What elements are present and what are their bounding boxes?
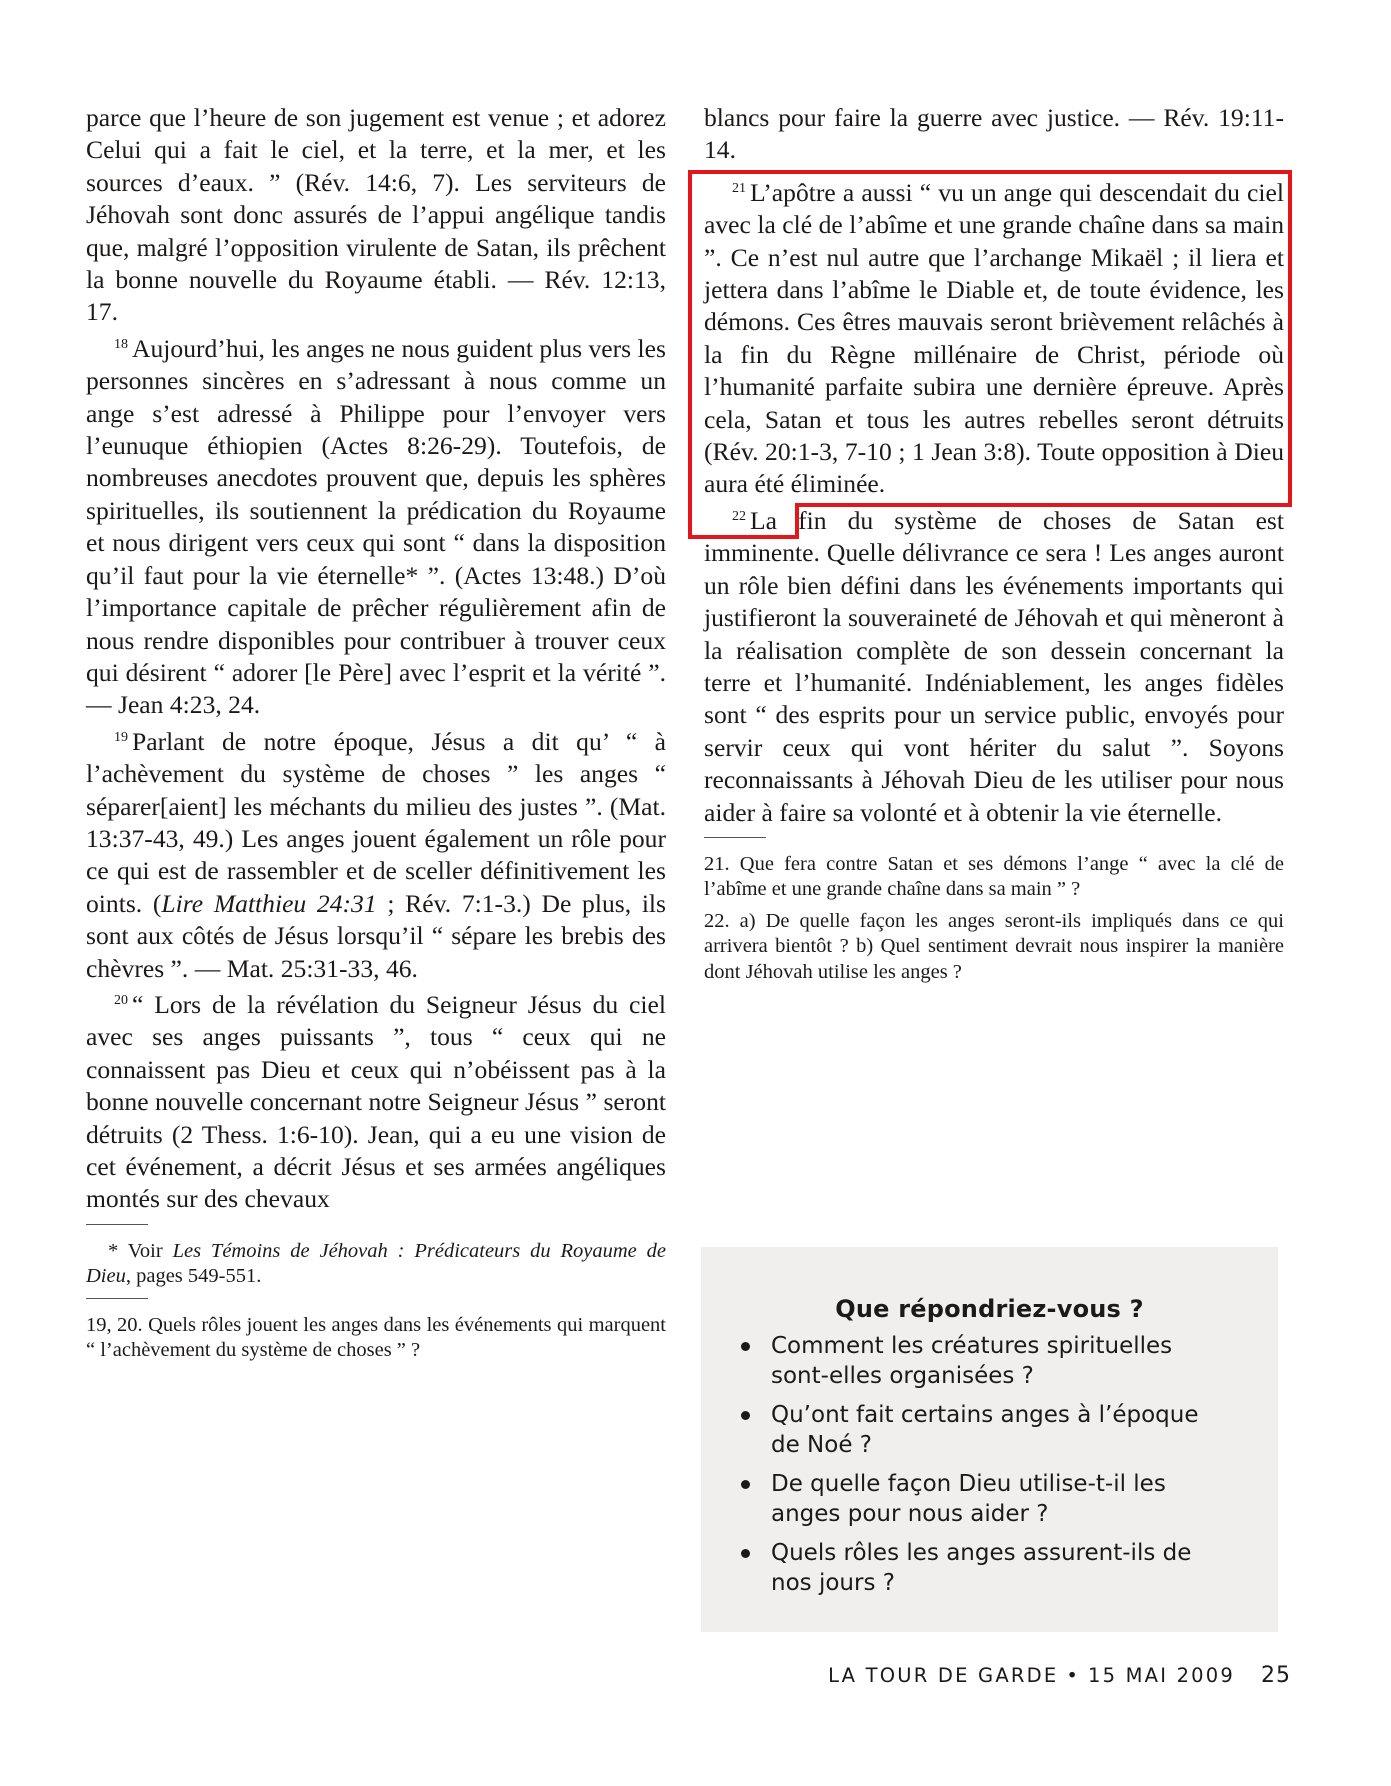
paragraph-continuation: parce que l’heure de son jugement est venue ; et adorez Celui qui a fait le ciel, et la terre, et la mer, et les sources d’eaux. ” (Rév. 14:6, 7). Les serviteurs de Jéhovah sont donc assurés de l’appui angélique tandis que, malgré l’opposition virulente de Satan, ils prêchent la bonne nouvelle du Royaume établi. — Rév. 12:13, 17. [86,103,666,327]
paragraph-text: Aujourd’hui, les anges ne nous guident plus vers les personnes sincères en s’adressant à nous comme un ange s’est adressé à Philippe pour l’envoyer vers l’eunuque éthiopien (Actes 8:26-29). Toutefois, de nombreuses anecdotes prouvent que, depuis les sphères spirituelles, ils soutiennent la prédication du Royaume et nous dirigent vers ceux qui sont “ dans la disposition qu’il faut pour la vie éternelle* ”. (Actes 13:48.) D’où l’importance capitale de prêcher régulièrement afin de nous rendre disponibles pour contribuer à trouver ceux qui désirent “ adorer [le Père] avec l’esprit et la vérité ”. — Jean 4:23, 24. [86,333,666,720]
review-question [739,1469,1211,1529]
separator-dot: • [1066,1664,1081,1687]
paragraph-number: 20 [114,992,128,1008]
paragraph-number: 22 [732,508,746,524]
bullet-icon [741,1549,750,1558]
footnote-title: Les Témoins de Jéhovah : Prédicateurs du Royaume de Dieu [86,1239,666,1288]
paragraph-number: 19 [114,729,128,745]
bullet-icon [741,1480,750,1489]
paragraph-number: 21 [732,180,746,196]
questions-divider [86,1298,148,1299]
review-question-text: De quelle façon Dieu utilise-t-il les anges pour nous aider ? [771,1471,1166,1527]
footnote-marker: * Voir [108,1239,173,1262]
issue-date: 15 MAI 2009 [1088,1664,1235,1687]
review-question [739,1538,1211,1598]
footnote-divider [86,1224,148,1225]
publication-name: LA TOUR DE GARDE [828,1664,1059,1687]
study-question-22: 22. a) De quelle façon les anges seront-ils impliqués dans ce qui arrivera bientôt ? b) Quel sentiment devrait nous inspirer la manière dont Jéhovah utilise les anges ? [704,909,1284,983]
paragraph-19 [86,722,666,985]
study-question-19-20: 19, 20. Quels rôles jouent les anges dans les événements qui marquent “ l’achèvement du système de choses ” ? [86,1313,666,1362]
review-question-list [701,1331,1278,1598]
page-footer [828,1663,1291,1688]
footnote-pages: , pages 549-551. [125,1265,262,1288]
right-column [704,102,1284,985]
footnote [86,1239,666,1290]
review-question-text: Qu’ont fait certains anges à l’époque de Noé ? [771,1402,1199,1458]
paragraph-18 [86,329,666,722]
paragraph-20 [86,985,666,1216]
paragraph-text: ; Rév. 7:1-3.) De plus, ils sont aux côtés de Jésus lorsqu’il “ sépare les brebis des chèvres ”. — Mat. 25:31-33, 46. [86,888,666,983]
review-question-text: Quels rôles les anges assurent-ils de nos jours ? [771,1540,1192,1596]
paragraph-continuation: blancs pour faire la guerre avec justice. — Rév. 19:11-14. [704,103,1284,165]
paragraph-number: 18 [114,336,128,352]
paragraph-text: La fin du système de choses de Satan est imminente. Quelle délivrance ce sera ! Les anges auront un rôle bien défini dans les événements importants qui justifieront la souveraineté de Jéhovah et qui mèneront à la réalisation complète de son dessein concernant la terre et l’humanité. Indéniablement, les anges fidèles sont “ des esprits pour un service public, envoyés pour servir ceux qui vont hériter du salut ”. Soyons reconnaissants à Jéhovah Dieu de les utiliser pour nous aider à faire sa volonté et à obtenir la vie éternelle. [704,505,1284,827]
scripture-reading: Lire Matthieu 24:31 [161,888,377,918]
review-question [739,1331,1211,1391]
paragraph-22 [704,501,1284,829]
review-question-text: Comment les créatures spirituelles sont-elles organisées ? [771,1333,1173,1389]
paragraph-21 [704,173,1284,501]
paragraph-text: Parlant de notre époque, Jésus a dit qu’ “ à l’achèvement du système de choses ” les anges “ séparer[aient] les méchants du milieu des justes ”. (Mat. 13:37-43, 49.) Les anges jouent également un rôle pour ce qui est de rassembler et de sceller définitivement les oints. ( [86,726,666,918]
study-question-21: 21. Que fera contre Satan et ses démons l’ange “ avec la clé de l’abîme et une grande chaîne dans sa main ” ? [704,852,1284,901]
page-number: 25 [1261,1663,1291,1688]
bullet-icon [741,1411,750,1420]
paragraph-text: “ Lors de la révélation du Seigneur Jésus du ciel avec ses anges puissants ”, tous “ ceux qui ne connaissent pas Dieu et ceux qui n’obéissent pas à la bonne nouvelle concernant notre Seigneur Jésus ” seront détruits (2 Thess. 1:6-10). Jean, qui a eu une vision de cet événement, a décrit Jésus et ses armées angéliques montés sur des chevaux [86,989,666,1214]
questions-divider [704,837,766,838]
left-column [86,102,666,1364]
review-box [701,1247,1278,1632]
paragraph-text: L’apôtre a aussi “ vu un ange qui descendait du ciel avec la clé de l’abîme et une grande chaîne dans sa main ”. Ce n’est nul autre que l’archange Mikaël ; il liera et jettera dans l’abîme le Diable et, de toute évidence, les démons. Ces êtres mauvais seront brièvement relâchés à la fin du Règne millénaire de Christ, période où l’humanité parfaite subira une dernière épreuve. Après cela, Satan et tous les autres rebelles seront détruits (Rév. 20:1-3, 7-10 ; 1 Jean 3:8). Toute opposition à Dieu aura été éliminée. [704,177,1284,499]
review-question [739,1400,1211,1460]
bullet-icon [741,1342,750,1351]
review-box-title: Que répondriez-vous ? [835,1295,1144,1323]
